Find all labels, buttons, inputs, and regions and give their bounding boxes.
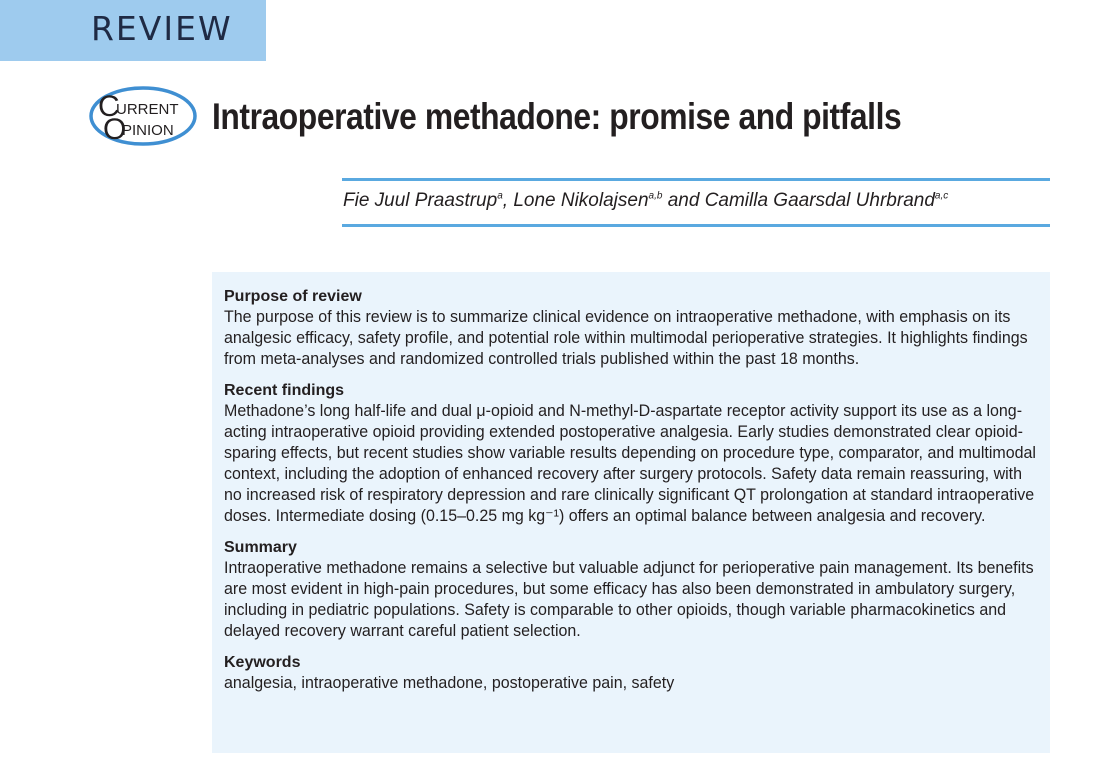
author-affiliation: a,c	[934, 190, 949, 202]
keywords-heading: Keywords	[224, 654, 301, 671]
author-name: Lone Nikolajsen	[513, 190, 649, 211]
author-separator: and	[662, 190, 705, 211]
review-label: REVIEW	[91, 9, 233, 48]
purpose-heading: Purpose of review	[224, 288, 362, 305]
findings-section	[224, 380, 1038, 527]
logo-c-initial: C	[98, 90, 120, 123]
logo-pinion-text: PINION	[122, 122, 174, 139]
author-name: Camilla Gaarsdal Uhrbrand	[704, 190, 935, 211]
author-affiliation: a,b	[648, 190, 663, 202]
article-title: Intraoperative methadone: promise and pitfalls	[212, 96, 902, 137]
purpose-section	[224, 286, 1038, 370]
purpose-text: The purpose of this review is to summarize clinical evidence on intraoperative methadone, with emphasis on its analgesic efficacy, safety profile, and potential role within multimodal perioperative strategies. It highlights findings from meta-analyses and randomized controlled trials published within the past 18 months.	[224, 308, 1028, 368]
author-name: Fie Juul Praastrup	[343, 190, 498, 211]
keywords-section	[224, 652, 1038, 694]
author-rule-top	[342, 178, 1050, 181]
abstract-box	[212, 272, 1050, 753]
current-opinion-logo	[89, 86, 197, 146]
summary-heading: Summary	[224, 539, 297, 556]
author-list	[343, 190, 948, 212]
author-rule-bottom	[342, 224, 1050, 227]
keywords-text: analgesia, intraoperative methadone, postoperative pain, safety	[224, 674, 675, 692]
summary-section	[224, 537, 1038, 642]
summary-text: Intraoperative methadone remains a selective but valuable adjunct for perioperative pain management. Its benefits are most evident in high-pain procedures, but some efficacy has also been demonstrated in ambulatory surgery, including in pediatric populations. Safety is comparable to other opioids, though variable pharmacokinetics and delayed recovery warrant careful patient selection.	[224, 559, 1034, 640]
logo-o-initial: O	[103, 113, 127, 146]
review-banner	[0, 0, 266, 61]
author-affiliation: a	[497, 190, 503, 202]
author-separator: ,	[502, 190, 514, 211]
findings-text: Methadone’s long half-life and dual μ-opioid and N-methyl-D-aspartate receptor activity support its use as a long-acting intraoperative opioid providing extended postoperative analgesia. Early studies demonstrated clear opioid-sparing effects, but recent studies show variable results depending on procedure type, comparator, and multimodal context, including the adoption of enhanced recovery after surgery protocols. Safety data remain reassuring, with no increased risk of respiratory depression and rare clinically significant QT prolongation at standard intraoperative doses. Intermediate dosing (0.15–0.25 mg kg⁻¹) offers an optimal balance between analgesia and recovery.	[224, 402, 1036, 525]
logo-urrent-text: URRENT	[116, 101, 179, 118]
findings-heading: Recent findings	[224, 382, 345, 399]
